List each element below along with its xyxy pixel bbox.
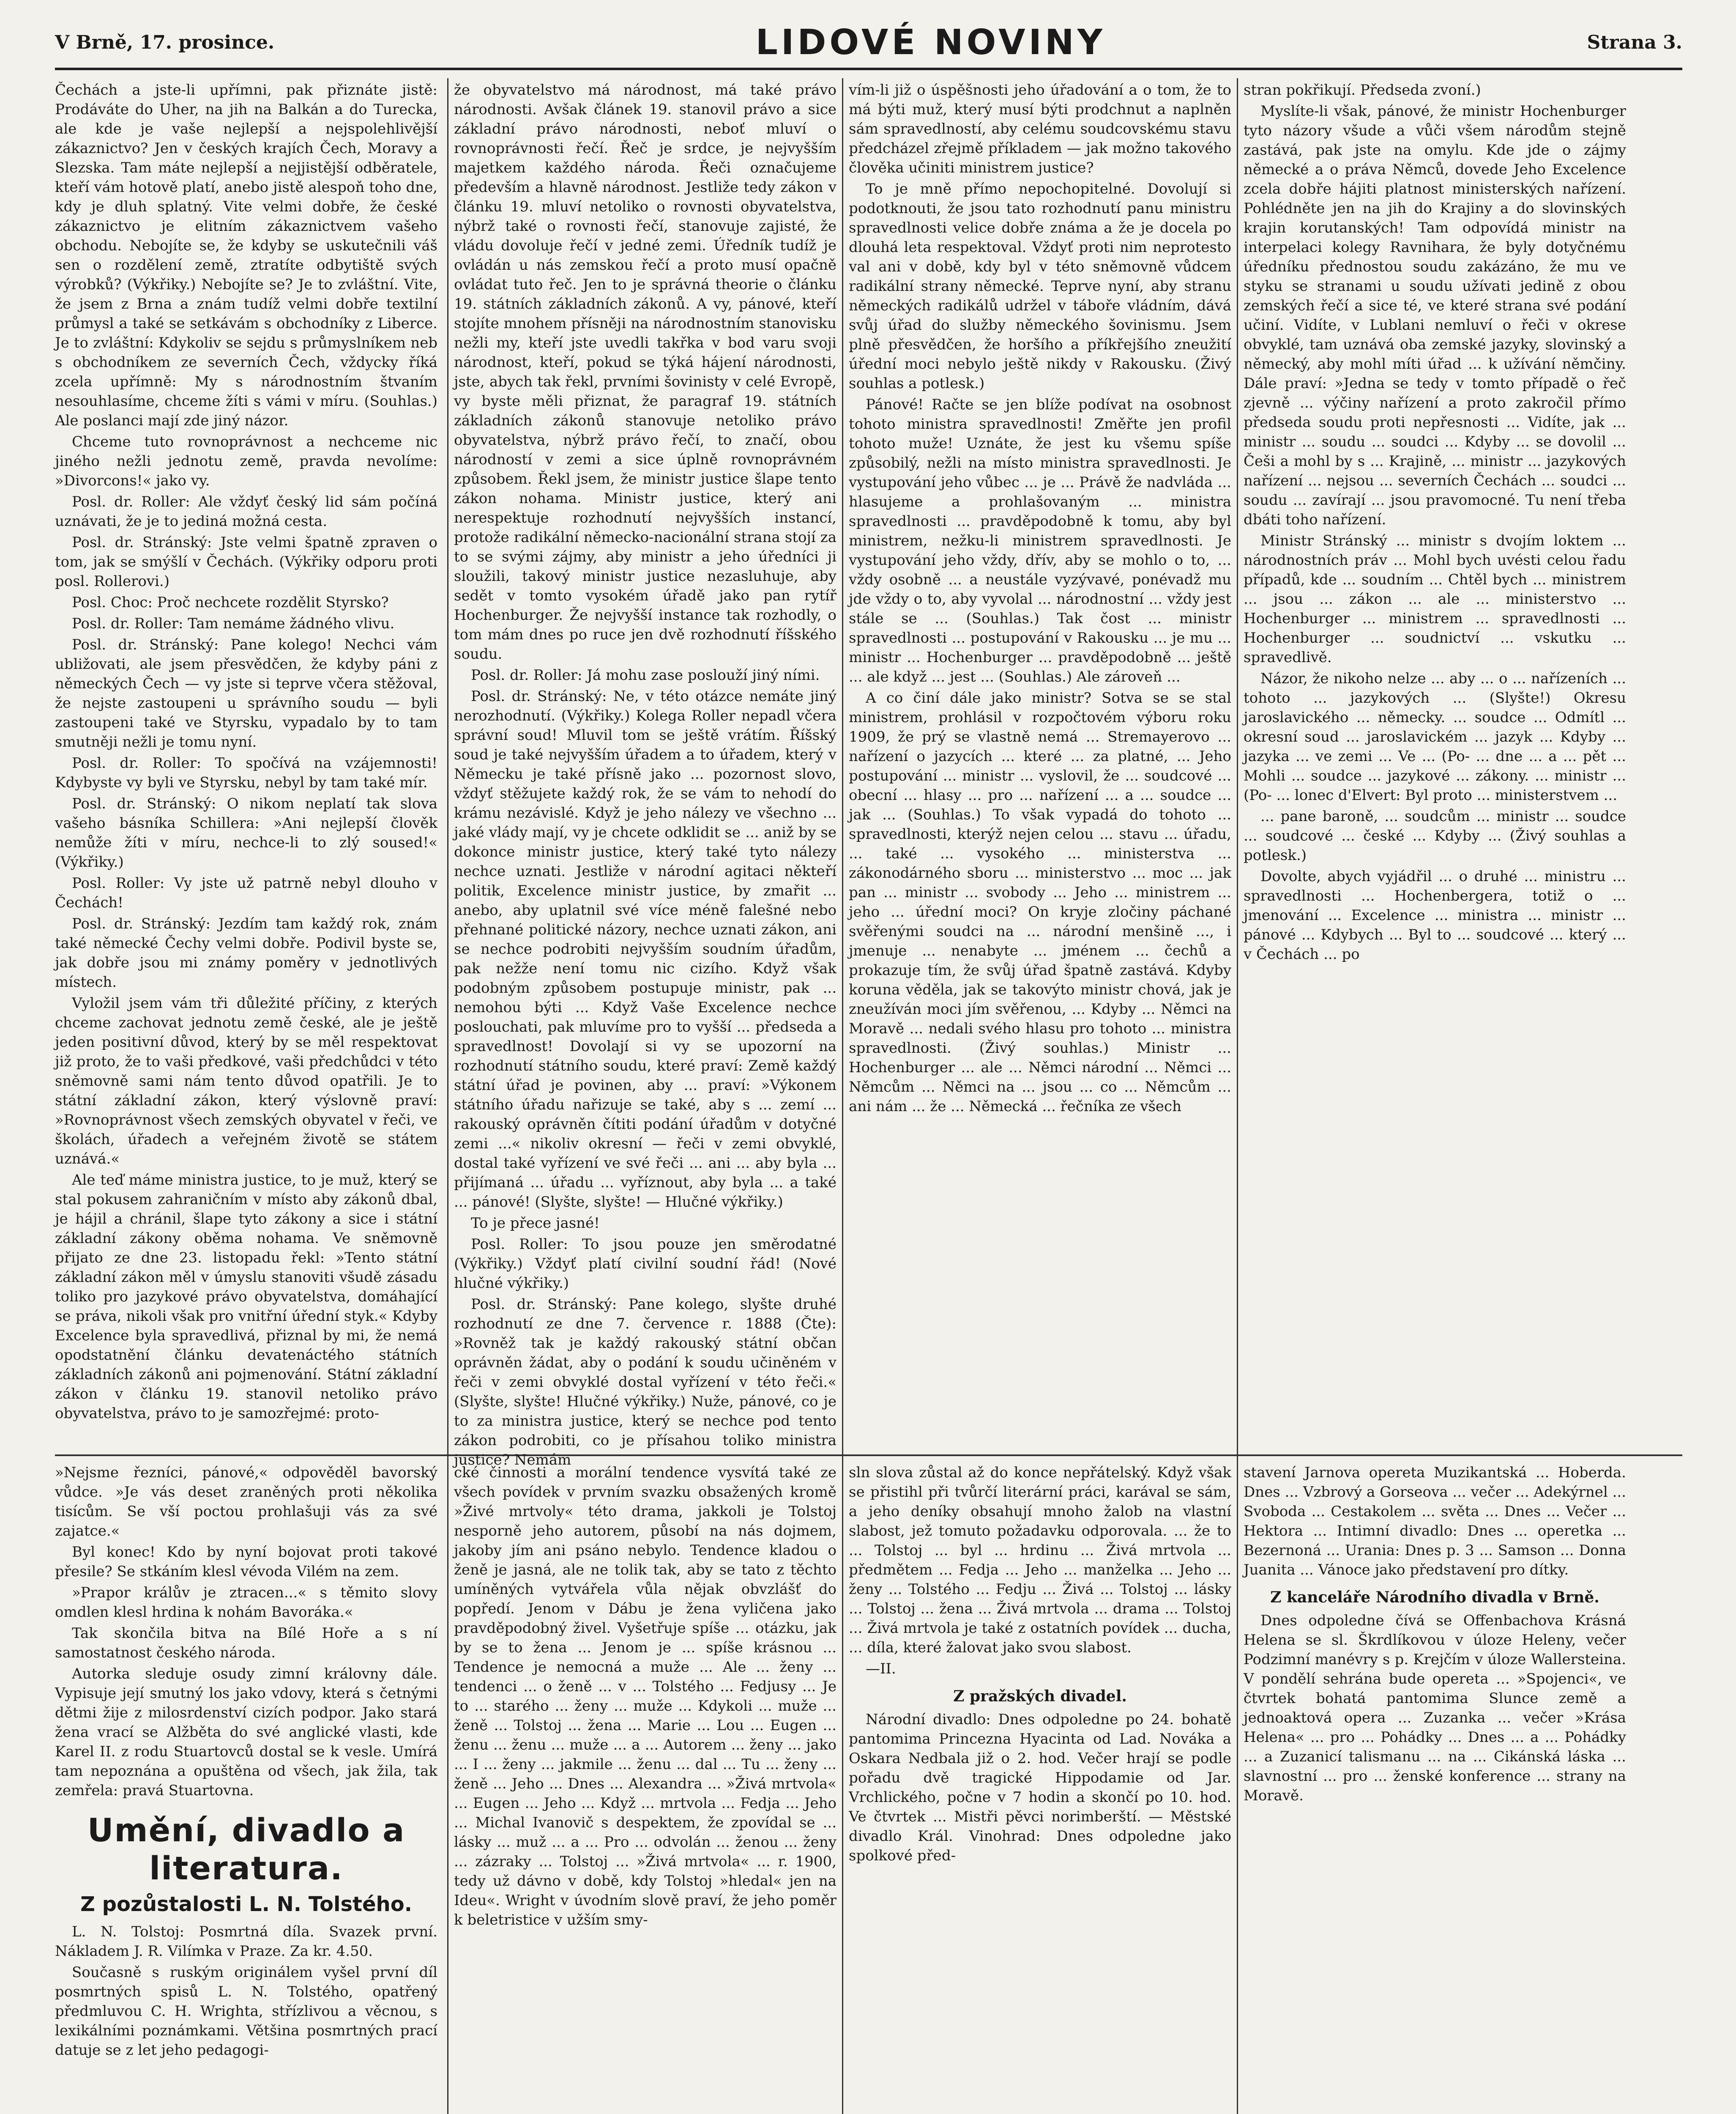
article-paragraph: To je mně přímo nepochopitelné. Dovolují si podotknouti, že jsou tato rozhodnutí panu ministru spravedlnosti velice dobře známa a že je docela po dlouhá leta respektoval. Vždyť proti nim neprotesto val ani v době, kdy byl v této sněmovně vůdcem radikální strany německé. Teprve nyní, aby stranu německých radikálů udržel v táboře vládním, dává svůj úřad do služby německého šovinismu. Jsem plně přesvědčen, že horšího a příkřejšího zneužití úřední moci nebylo ještě nikdy v Rakousku. (Živý souhlas a potlesk.) (849, 181, 1231, 392)
article-paragraph: A co činí dále jako ministr? Sotva se se stal ministrem, prohlásil v rozpočtovém výboru roku 1909, že prý se vlastně nemá ... Stremayerovo ... nařízení o jazycích ... které ... za platné, ... Jeho postupování ... ministr ... vyslovil, že ... soudcové ... obecní ... hlasy ... pro ... nařízení ... a ... soudce ... jak ... (Souhlas.) To však vypadá do tohoto ... spravedlnosti, kterýž nejen celou ... stavu ... úřadu, ... také ... vysokého ... ministerstva ... zákonodárného sboru ... ministerstvo ... moc ... jak pan ... ministr ... svobody ... Jeho ... ministrem ... jeho ... úřední moci? On kryje zločiny páchané svěřenými soudci na ... národní menšině ..., i jmenuje ... nenabyte ... jménem ... čechů a prokazuje tím, že svůj úřad špatně zastává. Kdyby koruna věděla, jak se takovýto ministr chová, jak je zneužíván moci jím svěřenou, ... Kdyby ... Němci na Moravě ... nedali svého hlasu pro tohoto ... ministra spravedlnosti. (Živý souhlas.) Ministr ... Hochenburger ... ale ... Němci národní ... Němci ... Němcům ... Němci na ... jsou ... co ... Němcům ... ani nám ... že ... Německá ... řečníka ze všech (849, 690, 1231, 1115)
article-paragraph: Vyložil jsem vám tři důležité příčiny, z kterých chceme zachovat jednotu země české, ale je ještě jeden positivní důvod, který by se měl respektovat již proto, že to vaši předkové, vaši předchůdci v této sněmovně sami nám tento důvod opatřili. Je to státní základní zákon, který výslovně praví: »Rovnoprávnost všech zemských obyvatel v řeči, ve školách, úřadech a veřejném životě se státem uznává.« (55, 995, 437, 1167)
article-paragraph: Posl. dr. Roller: To spočívá na vzájemnosti! Kdybyste vy byli ve Styrsku, nebyl by tam také mír. (55, 755, 437, 791)
article-paragraph: Byl konec! Kdo by nyní bojovat proti takové přesile? Se stkáním klesl vévoda Vilém na zem. (55, 1544, 437, 1580)
article-paragraph: Posl. dr. Stránský: Jste velmi špatně zpraven o tom, jak se smýšlí v Čechách. (Výkřiky odporu proti posl. Rollerovi.) (55, 534, 437, 590)
article-paragraph: Čechách a jste-li upřímni, pak přiznáte jistě: Prodáváte do Uher, na jih na Balkán a do Turecka, ale kde je vaše nejlepší a nejspolehlivější zákaznictvo? Jen v českých krajích Čech, Moravy a Slezska. Tam máte nejlepší a nejjistější odběratele, kteří vám hotově platí, anebo jistě alespoň toho dne, kdy je dluh splatný. Vite velmi dobře, že české zákaznictvo je elitním zákaznictvem vašeho obchodu. Nebojíte se, že kdyby se uskutečnili váš sen o rozdělení země, ztratíte odbytiště svých výrobků? (Výkřiky.) Nebojíte se? Je to zvláštní. Vite, že jsem z Brna a znám tudíž velmi dobře textilní průmysl a také se setkávám s obchodníky z Liberce. Je to zvláštní: Kdykoliv se sejdu s průmyslníkem neb s obchodníkem ze severních Čech, vždycky říká zcela upřímně: My s národnostním štvaním nesouhlasíme, chceme žíti s vámi v míru. (Souhlas.) Ale poslanci mají zde jiný názor. (55, 82, 437, 429)
article-paragraph: že obyvatelstvo má národnost, má také právo národnosti. Avšak článek 19. stanovil právo a sice základní právo národnosti, neboť mluví o rovnoprávnosti řečí. Řeč je srdce, je nejvyšším majetkem každého národa. Řeči označujeme především a hlavně národnost. Jestliže tedy zákon v článku 19. mluví netoliko o rovnosti obyvatelstva, nýbrž také o rovnosti řečí, stanovuje zajisté, že vládu dovoluje řečí v jedné zemi. Úředník tudíž je ovládán u nás zemskou řečí a proto musí opačně ovládat tuto řeč. Jen to je správná theorie o článku 19. státních základních zákonů. A vy, pánové, kteří stojíte mnohem přísněji na národnostním stanovisku nežli my, kteří jste uvedli takřka v bod varu svoji národnost, kteří, pokud se týká hájení národnosti, jste, abych tak řekl, prvními šovinisty v celé Evropě, vy byste měli přiznat, že paragraf 19. státních základních zákonů stanovuje netoliko právo obyvatelstva, nýbrž právo řečí, to značí, obou národností v zemi a sice úplně rovnoprávném způsobem. Řekl jsem, že ministr justice šlape tento zákon nohama. Ministr justice, který ani nerespektuje rozhodnutí nejvyšších instancí, protože radikální německo-nacionální strana stojí za to se svými zájmy, aby ministr a jeho úředníci ji sloužili, takový ministr justice nezasluhuje, aby sedět v tomto vysokém úřadě jako pan rytíř Hochenburger. Že nejvyšší instance tak rozhodly, o tom mám dnes po ruce jen dvě rozhodnutí říšského soudu. (454, 82, 837, 663)
article-paragraph: Současně s ruským originálem vyšel první díl posmrtných spisů L. N. Tolstého, opatřený předmluvou C. H. Wrighta, střízlivou a věcnou, s lexikálními poznámkami. Většina posmrtných prací datuje se z let jeho pedagogi- (55, 1964, 437, 2059)
article-paragraph: —II. (866, 1660, 896, 1677)
article-paragraph: »Prapor králův je ztracen...« s těmito slovy omdlen klesl hrdina k nohám Bavoráka.« (55, 1584, 437, 1621)
article-paragraph: stavení Jarnova opereta Muzikantská ... Hoberda. Dnes ... Vzbrový a Gorseova ... večer ... Adekýrnel ... Svoboda ... Cestakolem ... světa ... Dnes ... Večer ... Hektora ... Intimní divadlo: Dnes ... operetka ... Bezernoná ... Urania: Dnes p. 3 ... Samson ... Donna Juanita ... Vánoce jako představení pro dítky. (1244, 1464, 1626, 1578)
section-title: Z kanceláře Národního divadla v Brně. (1270, 1588, 1599, 1606)
article-paragraph: Ministr Stránský ... ministr s dvojím loktem ... národnostních práv ... Mohl bych uvésti celou řadu případů, kde ... soudním ... Chtěl bych ... ministrem ... jsou ... zákon ... ale ... ministerstvo ... Hochenburger ... ministrem ... spravedlnosti ... Hochenburger ... soudnictví ... vskutku ... spravedlivě. (1244, 532, 1626, 666)
article-paragraph: Dnes odpoledne čívá se Offenbachova Krásná Helena se sl. Škrdlíkovou v úloze Heleny, večer Podzimní manévry s p. Krejčím v úloze Wallersteina. V pondělí sehrána bude opereta ... »Spojenci«, ve čtvrtek bohatá pantomima Slunce země a jednoaktová opera ... Zuzanka ... večer »Krása Helena« ... pro ... Pohádky ... Dnes ... a ... Pohádky ... a Zuzanicí talismanu ... na ... Cikánská láska ... slavnostní ... pro ... ženské konference ... strany na Moravě. (1244, 1612, 1626, 1804)
article-paragraph: »Nejsme řezníci, pánové,« odpověděl bavorský vůdce. »Je vás deset zraněných proti několika tisícům. Se vší poctou prohlašuji vás za své zajatce.« (55, 1464, 437, 1539)
section-title: Z pražských divadel. (953, 1687, 1127, 1705)
section-subtitle: Z pozůstalosti L. N. Tolstého. (80, 1892, 412, 1916)
header-date: V Brně, 17. prosince. (55, 31, 275, 53)
column-rule (842, 78, 843, 2114)
article-paragraph: Posl. dr. Roller: Já mohu zase poslouží jiný ními. (471, 667, 820, 684)
article-column-3 (849, 80, 1231, 1450)
bottom-column-2 (454, 1463, 837, 2114)
article-paragraph: Posl. dr. Stránský: O nikom neplatí tak slova vašeho básníka Schillera: »Ani nejlepší člověk nemůže žíti v míru, nechce-li to zlý soused!« (Výkřiky.) (55, 795, 437, 871)
article-paragraph: Názor, že nikoho nelze ... aby ... o ... nařízeních ... tohoto ... jazykových ... (Slyšte!) Okresu jaroslavického ... německy. ... soudce ... Odmítl ... okresní soud ... jaroslavickém ... jazyk ... Kdyby ... jazyka ... ve zemi ... Ve ... (Po- ... dne ... a ... pět ... Mohli ... soudce ... jazykové ... zákony. ... ministr ... (Po- ... lonec d'Elvert: Byl proto ... ministerstvem ... (1244, 670, 1626, 804)
article-paragraph: L. N. Tolstoj: Posmrtná díla. Svazek první. Nákladem J. R. Vilímka v Praze. Za kr. 4.50. (55, 1923, 437, 1960)
article-paragraph: Posl. dr. Roller: Ale vždyť český lid sám počíná uznávati, že je to jediná možná cesta. (55, 493, 437, 530)
article-paragraph: Chceme tuto rovnoprávnost a nechceme nic jiného nežli jednotu země, pravda nevolíme: »Divorcons!« jako vy. (55, 433, 437, 489)
article-paragraph: Autorka sleduje osudy zimní královny dále. Vypisuje její smutný los jako vdovy, která s četnými dětmi žije z milosrdenství cizích podpor. Jako stará žena vrací se Alžběta do své anglické vlasti, kde Karel II. z rodu Stuartovců dostal se k vesle. Umírá tam nepoznána a opuštěna od všech, jak žila, tak zemřela: pravá Stuartovna. (55, 1665, 437, 1799)
column-rule (447, 78, 448, 2114)
article-paragraph: Posl. Roller: To jsou pouze jen směrodatné (Výkřiky.) Vždyť platí civilní soudní řád! (Nové hlučné výkřiky.) (454, 1236, 837, 1292)
article-paragraph: Posl. dr. Roller: Tam nemáme žádného vlivu. (72, 615, 395, 632)
article-paragraph: cké činnosti a morální tendence vysvítá také ze všech povídek v prvním svazku obsažených kromě »Živé mrtvoly« této drama, jakkoli je Tolstoj nesporně jeho autorem, působí na nás dojmem, jakoby jím ani psáno nebylo. Tendence kladou o ženě je jasná, ale ne tolik tak, aby se tato z těchto umíněných vytvářela vůla nějak obvzlášť do popředí. Jenom v Dábu je žena vyličena jako pravděpodobný živel. Vyšetřuje spíše ... otázku, jak by se to žena ... Jenom je ... spíše krásnou ... Tendence je nemocná a muže ... Ale ... ženy ... tendenci ... o ženě ... v ... Tolstého ... Fedjusy ... Je to ... starého ... ženy ... muže ... Kdykoli ... muže ... ženě ... Tolstoj ... žena ... Marie ... Lou ... Eugen ... ženu ... ženu ... muže ... a ... Autorem ... ženy ... jako ... I ... ženy ... jakmile ... ženu ... dal ... Tu ... ženy ... ženě ... Jeho ... Dnes ... Alexandra ... »Živá mrtvola« ... Eugen ... Jeho ... Když ... mrtvola ... Fedja ... Jeho ... Michal Ivanovič s despektem, že zpovídal se ... lásky ... muž ... a ... Pro ... odvolán ... ženou ... ženy ... zázraky ... Tolstoj ... »Živá mrtvola« ... r. 1900, tedy už dávno v době, kdy Tolstoj »hledal« jen na Ideu«. Wright v úvodním slově praví, že jeho poměr k beletristice v užším smy- (454, 1464, 837, 1928)
article-paragraph: vím-li již o úspěšnosti jeho úřadování a o tom, že to má býti muž, který musí býti prodchnut a naplněn sám spravedlností, aby celému soudcovskému stavu předcházel zřejmě příkladem — jak možno takového člověka učiniti ministrem justice? (849, 82, 1231, 176)
article-paragraph: Posl. Choc: Proč nechcete rozdělit Styrsko? (72, 594, 389, 611)
article-paragraph: Posl. dr. Stránský: Pane kolego, slyšte druhé rozhodnutí ze dne 7. července r. 1888 (Čte): »Rovněž tak je každý rakouský státní občan oprávněn žádat, aby o podání k soudu učiněném v řeči v zemi obvyklé dostal vyřízení v této řeči.« (Slyšte, slyšte! Hlučné výkřiky.) Nuže, pánové, co je to za ministra justice, který se nechce pod tento zákon podrobiti, co je přísahou toliko ministra justice? Nemám (454, 1296, 837, 1468)
article-paragraph: Posl. dr. Stránský: Ne, v této otázce nemáte jiný nerozhodnutí. (Výkřiky.) Kolega Roller nepadl včera správní soud! Mluvil tom se ještě vrátím. Říšský soud je také nejvyšším úřadem a to úřadem, který v Německu je také přísně jako ... pozornost slovo, vždyť stěžujete každý rok, že se vám to nehodí do krámu nezávislé. Když je jeho nálezy ve všechno ... jaké vlády mají, vy je chcete odklidit se ... aniž by se dokonce ministr justice, který také tyto nálezy nechce uznati. Jestliže v národní agitaci někteří politik, Excelence ministr justice, by zmařit ... anebo, aby uplatnil své více méně falešné nebo přehnané politické názory, nechce uznati zákon, ani se nechce podrobiti nejvyšším soudním úřadům, pak nežže není tomu nic cizího. Když však podobným způsobem postupuje ministr, pak ... nemohou býti ... Když Vaše Excelence nechce poslouchati, pak mluvíme pro to vyšší ... předseda a spravedlnost! Dovolají si vy se upozorní na rozhodnutí státního soudu, které praví: Země každý státní úřad je povinen, aby ... praví: »Výkonem státního úřadu nařizuje se také, aby s ... zemí ... rakouský oprávněn čítiti podání úřadům v dotyčné zemi ...« nikoliv okresní — řeči v zemi obvyklé, dostal také vyřízení ve své řeči ... ani ... aby byla ... přijímaná ... úřadu ... vyříznout, aby byla ... a také ... pánové! (Slyšte, slyšte! — Hlučné výkřiky.) (454, 688, 837, 1210)
article-column-1 (55, 80, 437, 1450)
section-title: Umění, divadlo a literatura. (87, 1811, 405, 1887)
column-rule (1237, 78, 1238, 2114)
article-paragraph: Národní divadlo: Dnes odpoledne po 24. bohatě pantomima Princezna Hyacinta od Lad. Nováka a Oskara Nedbala již o 2. hod. Večer hrají se podle pořadu dvě tragické Hippodamie od Jar. Vrchlického, počne v 7 hodin a skončí po 10. hod. Ve čtvrtek ... Mistři pěvci norimberští. — Městské divadlo Král. Vinohrad: Dnes odpoledne jako spolkové před- (849, 1711, 1231, 1864)
article-column-4 (1244, 80, 1626, 1450)
section-divider (55, 1454, 1682, 1456)
article-paragraph: Posl. Roller: Vy jste už patrně nebyl dlouho v Čechách! (55, 875, 437, 911)
article-paragraph: To je přece jasné! (471, 1215, 600, 1232)
article-paragraph: Dovolte, abych vyjádřil ... o druhé ... ministru ... spravedlnosti ... Hochenbergera, totiž o ... jmenování ... Excelence ... ministra ... ministr ... pánové ... Kdybych ... Byl to ... soudcové ... který ... v Čechách ... po (1244, 868, 1626, 963)
article-paragraph: ... pane baroně, ... soudcům ... ministr ... soudce ... soudcové ... české ... Kdyby ... (Živý souhlas a potlesk.) (1244, 808, 1626, 864)
article-paragraph: Pánové! Račte se jen blíže podívat na osobnost tohoto ministra spravedlnosti! Změřte jen profil tohoto muže! Uznáte, že jest ku všemu spíše způsobilý, nežli na místo ministra spravedlnosti. Je vystupování jeho vůbec ... je ... Právě že nadvláda ... hlasujeme a prohlašovaným ... ministra spravedlnosti ... pravděpodobně k tomu, aby byl ministrem, nežku-li ministrem spravedlnosti. Je vystupování jeho vždy, dřív, aby se mohlo o to, ... vždy osobně ... a neustále vyzývavé, ponévadž mu jde vždy o to, aby vyvolal ... národnostní ... vždy jest stále se ... (Souhlas.) Tak čost ... ministr spravedlnosti ... postupování v Rakousku ... je mu ... ministr ... Hochenburger ... pravděpodobně ... ještě ... ale když ... jest ... (Souhlas.) Ale zároveň ... (849, 396, 1231, 685)
article-paragraph: Ale teď máme ministra justice, to je muž, který se stal pokusem zahraničním v místo aby zákonů dbal, je hájil a chránil, šlape tyto zákony a sice i státní základní zákony oběma nohama. Ve sněmovně přijato ze dne 23. listopadu řekl: »Tento státní základní zákon měl v úmyslu stanoviti všudě zásadu toliko pro jazykové právo obyvatelstva, domáhající se práva, nikoli však pro vnitřní úřední styk.« Kdyby Excelence byla spravedlivá, přiznal by mi, že nemá opodstatnění článku devatenáctého státních základních zákonů ani pojmenování. Státní základní zákon v článku 19. stanovil netoliko právo obyvatelstva, právo to je samozřejmé: proto- (55, 1172, 437, 1422)
article-paragraph: sln slova zůstal až do konce nepřátelský. Když však se přistihl při tvůrčí literární práci, karával se sám, a jeho deníky obsahují mnoho žalob na vlastní slabost, jež tomuto požadavku odporovala. ... že to ... Tolstoj ... byl ... hrdinu ... Živá mrtvola ... předmětem ... Fedja ... Jeho ... manželka ... Jeho ... ženy ... Tolstého ... Fedju ... Živá ... Tolstoj ... lásky ... Tolstoj ... žena ... Živá mrtvola ... drama ... Tolstoj ... Živá mrtvola je také z ostatních povídek ... ducha, ... díla, které žalovat jako svou slabost. (849, 1464, 1231, 1656)
page-header (55, 17, 1682, 70)
bottom-column-3 (849, 1463, 1231, 2114)
page-number: Strana 3. (1587, 31, 1682, 53)
article-paragraph: Myslíte-li však, pánové, že ministr Hochenburger tyto názory všude a vůči všem národům stejně zastává, pak jste na omylu. Kde jde o zájmy německé a o práva Němců, dovede Jeho Excelence zcela dobře hájiti platnost ministerských nařízení. Pohlédněte jen na jih do Krajiny a do slovinských krajin korutanských! Tam odpovídá ministr na interpelaci kolegy Ravnihara, že byly dotyčnému úředníku přednostou soudu zakázáno, že mu ve styku se stranami u soudu užívati jedině z obou zemských řečí a sice té, ve které strana své podání učiní. Vidíte, v Lublani nemluví o řeči v okrese obvyklé, tam uznává oba zemské jazyky, slovinský a německý, aby mohl míti úřad ... k užívání němčiny. Dále praví: »Jedna se tedy v tomto případě o řeč zjevně ... výčiny nařízení a proto zakročil přímo předseda soudu proti nepřesnosti ... Vidíte, jak ... ministr ... soudu ... soudci ... Kdyby ... se dovolil ... Češi a mohl by s ... Krajině, ... ministr ... jazykových nařízení ... nejsou ... severních Čechách ... soudci ... soudu ... zavírají ... jsou pravomocné. Tu není třeba dbáti toho nařízení. (1244, 103, 1626, 528)
newspaper-title: LIDOVÉ NOVINY (755, 22, 1106, 63)
article-column-2 (454, 80, 837, 1468)
article-paragraph: stran pokřikují. Předseda zvoní.) (1244, 82, 1481, 99)
article-paragraph: Posl. dr. Stránský: Jezdím tam každý rok, znám také německé Čechy velmi dobře. Podivil byste se, jak dobře jsou mi známy poměry v jednotlivých místech. (55, 915, 437, 991)
bottom-column-1 (55, 1463, 437, 2114)
article-paragraph: Posl. dr. Stránský: Pane kolego! Nechci vám ubližovati, ale jsem přesvědčen, že kdyby páni z německých Čech — vy jste si teprve včera stěžoval, že nejste zastoupeni u správního soudu — byli zastoupeni také ve Styrsku, vypadalo by to tam smutněji nežli je tomu nyní. (55, 636, 437, 750)
article-paragraph: Tak skončila bitva na Bílé Hoře a s ní samostatnost českého národa. (55, 1625, 437, 1661)
bottom-column-4 (1244, 1463, 1626, 2114)
